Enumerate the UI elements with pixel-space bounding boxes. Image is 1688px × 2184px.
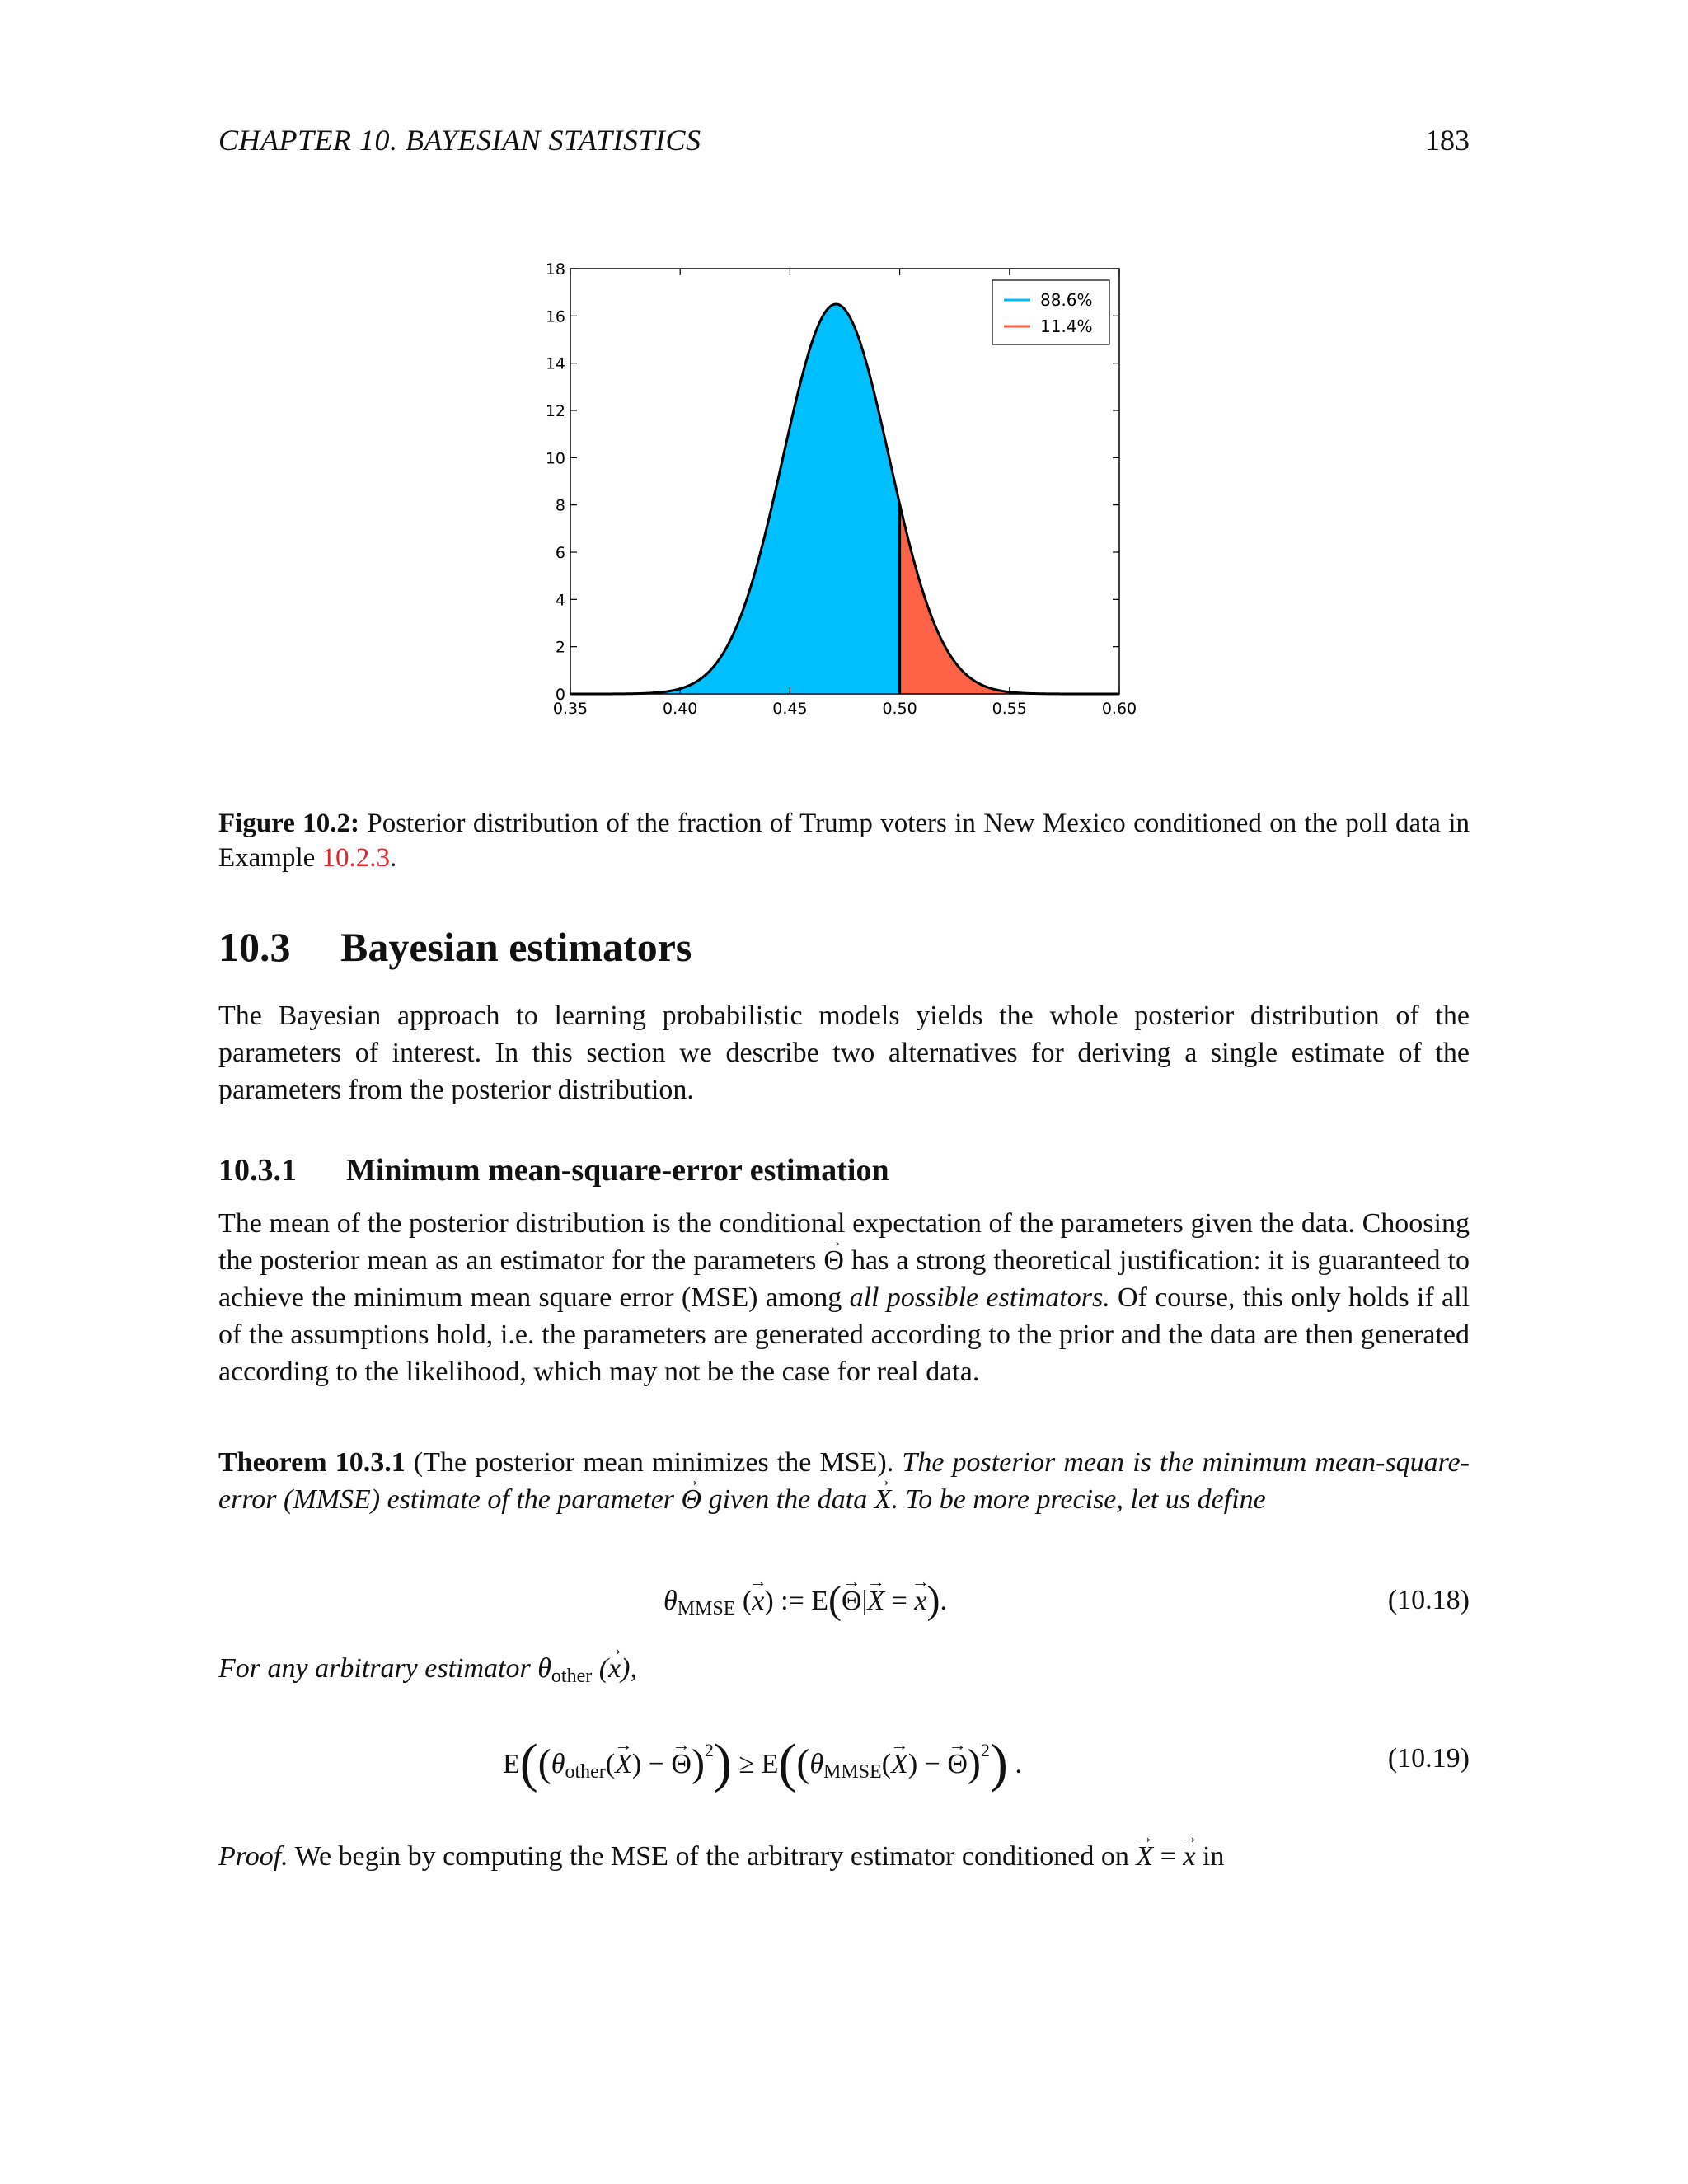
other-subscript: other <box>565 1761 606 1783</box>
y-tick-label: 6 <box>555 544 565 562</box>
running-header <box>218 122 1470 158</box>
y-tick-label: 2 <box>555 638 565 657</box>
mmse-text-emph: all possible estimators. <box>849 1282 1110 1313</box>
mmse-subscript: MMSE <box>677 1598 736 1619</box>
posterior-chart <box>528 255 1154 733</box>
intro-paragraph: The Bayesian approach to learning probabilistic models yields the whole posterior distribution of the parameters of interest. In this section we describe two alternatives for deriving a single estimate of the parameters from the posterior distribution. <box>218 1001 1470 1105</box>
x-vector-symbol: → X <box>867 1582 884 1621</box>
equation-10-19 <box>218 1731 1470 1797</box>
theta-vector-symbol: → Θ <box>947 1745 968 1784</box>
y-tick-label: 12 <box>545 402 565 420</box>
example-ref-link[interactable]: 10.2.3 <box>321 843 391 873</box>
legend-label-1: 11.4% <box>1040 316 1093 336</box>
chapter-title: CHAPTER 10. BAYESIAN STATISTICS <box>218 124 701 157</box>
x-vector-symbol: → x <box>1183 1838 1195 1875</box>
proof-text: We begin by computing the MSE of the arbitrary estimator conditioned on <box>288 1841 1137 1872</box>
equation-10-18-math: $\theta_{MMSE}$ (→ x) := E(→ Θ|→ X = → x). <box>663 1581 947 1629</box>
theorem-body-b: given the data <box>701 1484 874 1515</box>
for-any-line: For any arbitrary estimator $\theta_{other}$ (→ x), <box>218 1650 637 1695</box>
mmse-subscript: MMSE <box>823 1761 882 1783</box>
legend-label-0: 88.6% <box>1040 290 1093 310</box>
subsection-title: Minimum mean-square-error estimation <box>346 1153 889 1188</box>
equation-number: (10.18) <box>1387 1585 1470 1615</box>
subsection-number: 10.3.1 <box>218 1153 297 1188</box>
page-number: 183 <box>1425 124 1470 157</box>
proof-paragraph: Proof. We begin by computing the MSE of the arbitrary estimator conditioned on → X = → x in <box>218 1838 1470 1875</box>
x-tick-label: 0.50 <box>882 700 917 718</box>
subsection-heading <box>218 1150 889 1191</box>
x-vector-symbol: → x <box>608 1650 621 1687</box>
y-tick-label: 0 <box>555 686 565 704</box>
x-vector-symbol: → X <box>615 1745 632 1784</box>
for-any-comma: , <box>630 1653 637 1684</box>
theta-symbol: θ <box>809 1749 824 1779</box>
x-vector-symbol: → X <box>1136 1838 1153 1875</box>
theorem-body-a: The posterior mean is the minimum mean-square-error (MMSE) estimate of the parameter <box>218 1447 1470 1515</box>
theta-symbol: θ <box>551 1749 565 1779</box>
theta-vector-symbol: → Θ <box>682 1481 702 1518</box>
x-tick-label: 0.60 <box>1101 700 1137 718</box>
mmse-text-b: has a strong theoretical justification: it is guaranteed to achieve the minimum mean square error (MSE) among <box>218 1245 1470 1313</box>
theta-symbol: θ <box>537 1653 551 1684</box>
theorem-block <box>218 1444 1470 1518</box>
figure-caption <box>218 806 1470 875</box>
caption-end: . <box>390 843 397 873</box>
y-tick-label: 16 <box>545 307 565 326</box>
x-tick-label: 0.35 <box>552 700 588 718</box>
posterior-chart-svg <box>528 255 1154 733</box>
x-vector-symbol: → x <box>752 1582 764 1621</box>
theta-vector-symbol: → Θ <box>823 1242 844 1279</box>
x-vector-symbol: → X <box>891 1745 908 1784</box>
theta-vector-symbol: → Θ <box>842 1582 862 1621</box>
mmse-paragraph <box>218 1205 1470 1390</box>
y-tick-label: 10 <box>545 449 565 468</box>
figure-label: Figure 10.2: <box>218 808 359 838</box>
x-tick-label: 0.40 <box>663 700 698 718</box>
section-number: 10.3 <box>218 924 291 970</box>
area-1 <box>900 504 1119 694</box>
section-title: Bayesian estimators <box>340 924 692 970</box>
equation-10-19-math: $E((\theta_{other}(\to X)$ − → $\Theta)^2) \ge E((\theta_{MMSE}(\to X)$ − → Θ)$^2$) . <box>503 1731 1022 1792</box>
theorem-label: Theorem 10.3.1 <box>218 1447 406 1478</box>
for-any-text: For any arbitrary estimator <box>218 1653 538 1684</box>
other-subscript: other <box>551 1666 593 1687</box>
caption-text: Posterior distribution of the fraction of Trump voters in New Mexico conditioned on the poll data in Example <box>218 808 1470 873</box>
y-tick-label: 8 <box>555 496 565 515</box>
theorem-title: (The posterior mean minimizes the MSE). <box>405 1447 894 1478</box>
mmse-text-a: The mean of the posterior distribution is the conditional expectation of the parameters given the data. Choosing the posterior mean as an estimator for the parameters <box>218 1208 1470 1276</box>
theta-symbol: θ <box>663 1586 678 1616</box>
x-tick-label: 0.55 <box>992 700 1027 718</box>
y-tick-label: 4 <box>555 591 565 610</box>
proof-label: Proof. <box>218 1841 288 1872</box>
y-tick-label: 14 <box>545 354 565 373</box>
equation-number: (10.19) <box>1387 1743 1470 1774</box>
x-vector-symbol: → X <box>874 1481 892 1518</box>
mmse-text-d: Of course, this only holds if all of the assumptions hold, i.e. the parameters are generated according to the prior and the data are then generated according to the likelihood, which may not be the case for real data. <box>218 1282 1470 1387</box>
area-0 <box>570 304 900 694</box>
theorem-body-c: . To be more precise, let us define <box>891 1484 1266 1515</box>
theta-vector-symbol: → Θ <box>671 1745 692 1784</box>
y-tick-label: 18 <box>545 260 565 279</box>
x-vector-symbol: → x <box>914 1582 926 1621</box>
section-heading <box>218 921 692 972</box>
proof-end: in <box>1195 1841 1225 1872</box>
x-tick-label: 0.45 <box>772 700 808 718</box>
